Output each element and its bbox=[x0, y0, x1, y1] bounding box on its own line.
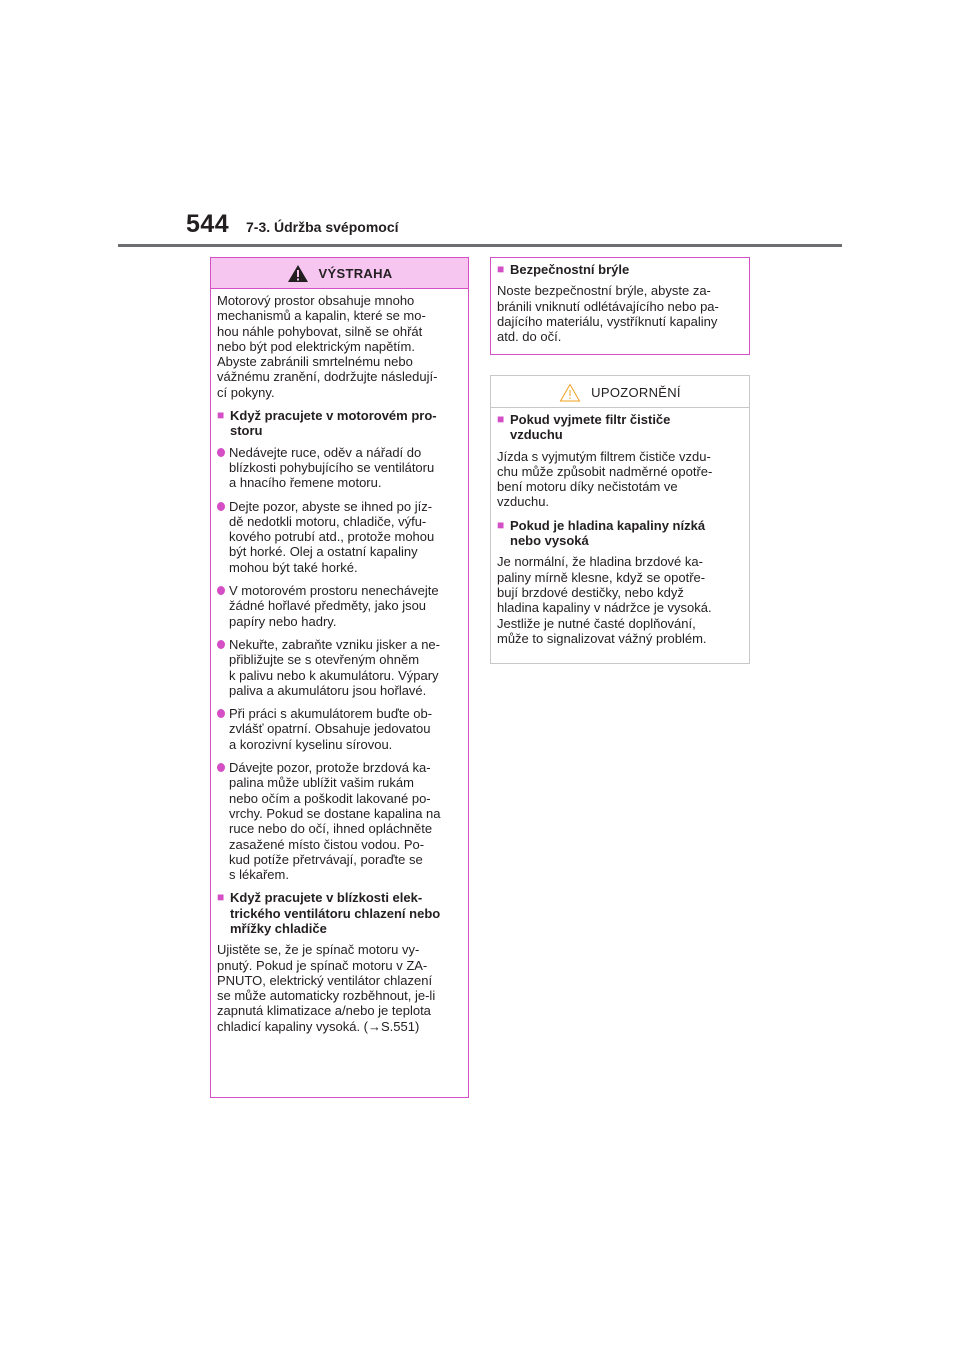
warning-box bbox=[210, 257, 469, 1098]
notice-box bbox=[490, 375, 750, 664]
warning-content bbox=[211, 289, 468, 1034]
notice-title: UPOZORNĚNÍ bbox=[591, 384, 681, 400]
list-item: V motorovém prostoru nenechávejte žádné hořlavé předměty, jako jsou papíry nebo hadry. bbox=[217, 583, 462, 629]
section-title: 7-3. Údržba svépomocí bbox=[246, 219, 399, 235]
goggles-content bbox=[491, 258, 749, 344]
warning-fan-text: Ujistěte se, že je spínač motoru vy- pnutý. Pokud je spínač motoru v ZA- PNUTO, elektrický ventilátor chlazení se může automaticky rozběhnout, je-li zapnutá klimatizace a/nebo je teplota chladicí kapaliny vysoká. (→S.551) bbox=[217, 942, 436, 1034]
square-bullet-icon: ■ bbox=[497, 412, 505, 426]
list-item: Dejte pozor, abyste se ihned po jíz- dě nedotkli motoru, chladiče, výfu- kového potrubí atd., protože mohou být horké. Olej a ostatní kapaliny mohou být také horké. bbox=[217, 499, 462, 575]
list-item: Dávejte pozor, protože brzdová ka- palina může ublížit vašim rukám nebo očím a poškodit lakované po- vrchy. Pokud se dostane kapalina na ruce nebo do očí, ihned opláchněte zasažené místo čistou vodou. Po- kud potíže přetrvávají, poraďte se s lékařem. bbox=[217, 760, 462, 882]
notice-box-header bbox=[491, 377, 749, 408]
header-rule bbox=[118, 244, 842, 247]
notice-subheading-fluid-level: ■ Pokud je hladina kapaliny nízká nebo vysoká bbox=[497, 517, 706, 549]
notice-content bbox=[491, 408, 749, 646]
round-bullet-icon bbox=[217, 763, 225, 772]
round-bullet-icon bbox=[217, 502, 225, 511]
list-item: Při práci s akumulátorem buďte ob- zvlášť opatrní. Obsahuje jedovatou a korozivní kyselinu sírovou. bbox=[217, 706, 462, 752]
goggles-box bbox=[490, 257, 750, 355]
square-bullet-icon: ■ bbox=[497, 517, 505, 532]
warning-triangle-icon bbox=[287, 264, 309, 283]
notice-fluid-level-text: Je normální, že hladina brzdové ka- paliny mírně klesne, když se opotře- bují brzdové destičky, nebo když hladina kapaliny v nádržce je vysoká. Jestliže je nutné časté doplňování, může to signalizovat vážný problém. bbox=[497, 554, 712, 646]
square-bullet-icon: ■ bbox=[217, 408, 225, 423]
list-item: Nedávejte ruce, oděv a nářadí do blízkosti pohybujícího se ventilátoru a hnacího řemene motoru. bbox=[217, 445, 462, 491]
list-item: Nekuřte, zabraňte vzniku jisker a ne- přibližujte se s otevřeným ohněm k palivu nebo k akumulátoru. Výpary paliva a akumulátoru jsou hořlavé. bbox=[217, 637, 462, 698]
round-bullet-icon bbox=[217, 448, 225, 457]
square-bullet-icon: ■ bbox=[217, 890, 225, 905]
warning-title: VÝSTRAHA bbox=[318, 265, 393, 281]
notice-subheading-air-filter: ■ Pokud vyjmete filtr čističe vzduchu bbox=[497, 412, 671, 443]
goggles-heading: ■ Bezpečnostní brýle bbox=[497, 262, 630, 277]
warning-intro: Motorový prostor obsahuje mnoho mechanismů a kapalin, které se mo- hou náhle pohybovat, silně se ohřát nebo být pod elektrickým napětím. Abyste zabránili smrtelnému nebo vážnému zranění, dodržujte následují- cí pokyny. bbox=[217, 293, 438, 400]
goggles-text: Noste bezpečnostní brýle, abyste za- bránili vniknutí odlétávajícího nebo pa- dajícího materiálu, vystříknutí kapaliny atd. do očí. bbox=[497, 283, 719, 345]
notice-air-filter-text: Jízda s vyjmutým filtrem čističe vzdu- chu může způsobit nadměrné opotře- bení motoru díky nečistotám ve vzduchu. bbox=[497, 448, 713, 510]
square-bullet-icon: ■ bbox=[497, 262, 505, 276]
page-number: 544 bbox=[186, 210, 230, 238]
round-bullet-icon bbox=[217, 709, 225, 718]
warning-subheading-engine-bay: ■ Když pracujete v motorovém pro- storu bbox=[217, 408, 437, 439]
warning-subheading-fan: ■ Když pracujete v blízkosti elek- trického ventilátoru chlazení nebo mřížky chladiče bbox=[217, 890, 441, 936]
caution-outline-triangle-icon bbox=[559, 383, 581, 402]
round-bullet-icon bbox=[217, 586, 225, 595]
warning-box-header bbox=[211, 258, 468, 289]
round-bullet-icon bbox=[217, 640, 225, 649]
